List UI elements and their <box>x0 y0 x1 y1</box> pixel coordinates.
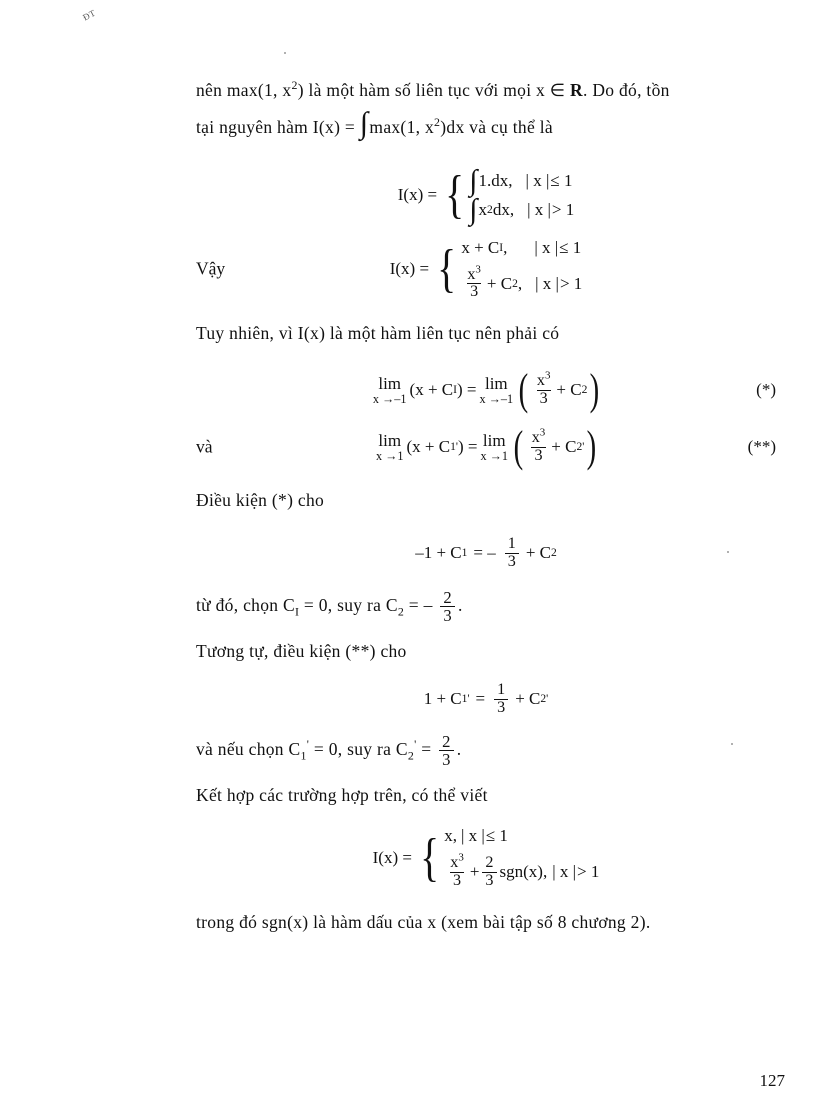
eq6-den: 3 <box>494 699 508 717</box>
page-content <box>196 74 776 943</box>
eq7-case1-cond-abs: | x | <box>461 825 485 845</box>
paren-close-icon: ) <box>589 364 600 414</box>
brace-icon: { <box>437 240 457 299</box>
paragraph-5 <box>196 589 776 625</box>
eq3-body1-rest: ) = <box>456 380 477 400</box>
eq7-case2-plus: + <box>469 862 480 882</box>
eq7-case-2 <box>444 851 600 890</box>
eq3-lim1-top: lim <box>378 373 402 393</box>
paragraph-4: Điều kiện (*) cho <box>196 490 325 511</box>
eq3-den: 3 <box>537 390 551 408</box>
p1-part-b: ) là một hàm số liên tục với mọi x ∈ <box>297 80 571 100</box>
eq3-lim2-top: lim <box>484 373 508 393</box>
p7-prime-1: ' <box>306 736 310 751</box>
paragraph-2 <box>196 106 776 144</box>
integral-icon: ∫ <box>359 106 369 141</box>
equation-1 <box>196 163 776 226</box>
eq3-tag: (*) <box>756 380 776 400</box>
paragraph-9: trong đó sgn(x) là hàm dấu của x (xem bài tập số 8 chương 2). <box>196 911 651 932</box>
eq4-tail: + C <box>551 437 577 457</box>
eq2-case2-rest-tail: , <box>517 273 523 293</box>
eq7-case2-cond-rel: > 1 <box>577 862 600 882</box>
integral-icon: ∫ <box>469 192 478 226</box>
p5-fraction: $\frac{2}{3}$ <box>440 589 455 625</box>
p5-part-c: = – <box>404 594 438 615</box>
paragraph-7 <box>196 733 776 769</box>
eq4-label: và <box>196 436 213 457</box>
paren-open-icon: ( <box>513 421 524 471</box>
p2-part-c: )dx và cụ thể là <box>440 117 553 138</box>
eq2-cases <box>461 238 582 302</box>
eq4-den: 3 <box>531 447 545 465</box>
eq1-case2-var: x <box>478 199 488 219</box>
eq4-lim1-top: lim <box>378 430 402 450</box>
eq7-cases <box>444 826 599 890</box>
p7-part-d: . <box>456 738 462 759</box>
eq1-case1-cond-rel: ≤ 1 <box>550 170 573 190</box>
eq3-lim1-bot: x →–1 <box>372 391 407 406</box>
p2-exponent: 2 <box>434 115 441 130</box>
eq3-fraction <box>534 369 554 408</box>
eq4-body-1: (x + C <box>406 437 451 457</box>
p5-part-d: . <box>457 594 463 615</box>
eq4-tag: (**) <box>747 437 776 457</box>
corner-stamp-text: ĐT <box>81 7 98 23</box>
scan-artifact-dot <box>284 52 286 54</box>
integral-icon: ∫ <box>469 163 478 197</box>
paragraph-1 <box>196 74 776 107</box>
eq6-rhs: + C <box>515 689 541 709</box>
eq7-case2-den2: 3 <box>482 872 496 890</box>
eq1-case1-body: 1.dx, <box>478 170 513 190</box>
eq4-limit-2 <box>480 432 508 463</box>
eq7-case2-num2: 2 <box>485 853 494 871</box>
paragraph-8: Kết hợp các trường hợp trên, có thể viết <box>196 784 488 805</box>
eq2-label: Vậy <box>196 258 226 279</box>
eq7-case2-fraction-1 <box>447 851 467 890</box>
eq1-lhs: I(x) = <box>397 185 438 204</box>
eq3-num: $x^3$ <box>536 369 551 389</box>
p7-fraction: $\frac{2}{3}$ <box>439 733 454 769</box>
eq2-case1-cond-abs: | x | <box>534 237 559 257</box>
p7-part-b: = 0, suy ra C <box>309 738 408 759</box>
p1-part-a: nên max(1, x <box>196 80 292 100</box>
eq5-rhs: + C <box>525 543 552 563</box>
eq4-limit-1 <box>376 432 404 463</box>
eq7-case2-den1: 3 <box>450 872 464 890</box>
eq1-case-1 <box>469 163 574 197</box>
equation-6: 1 + C 1 ' = $\frac{1}{3}$ + C 2 ' <box>423 680 549 716</box>
eq2-case2-den: 3 <box>467 283 481 301</box>
p7-sub-1: 1 <box>300 748 307 763</box>
eq4-lim1-bot: x →1 <box>375 448 404 463</box>
p5-sub-2: 2 <box>397 604 405 619</box>
equation-3: lim x →–1 (x + C I ) = lim x →–1 ( $\frac{x^3}{3}$ + C 2 ) (*) <box>372 364 776 414</box>
eq5-fraction <box>505 536 519 571</box>
eq7-lhs: I(x) = <box>372 847 412 867</box>
p5-part-a: từ đó, chọn C <box>196 594 295 615</box>
eq4-lim2-top: lim <box>482 430 506 450</box>
eq2-case2-num: $x^3$ <box>467 263 481 283</box>
eq1-case2-cond-abs: | x | <box>527 199 551 219</box>
eq6-num: 1 <box>497 680 506 698</box>
eq6-equals: = <box>475 689 486 709</box>
p1-part-c: . Do đó, tồn <box>582 80 670 100</box>
eq5-lhs: –1 + C <box>415 543 462 563</box>
eq7-case2-cond-abs: | x | <box>552 862 577 882</box>
eq2-case1-body: x + C <box>461 237 500 257</box>
p5-sub-1: I <box>294 604 300 619</box>
eq2-case2-fraction <box>464 263 484 302</box>
equation-4: và lim x →1 (x + C 1 ' ) = lim x →1 ( $\frac{x^3}{3}$ + C 2 ' ) (**) <box>196 421 776 471</box>
eq1-case1-cond-abs: | x | <box>525 170 550 190</box>
eq4-lim2-bot: x →1 <box>480 448 508 463</box>
eq4-num: $x^3$ <box>531 426 546 446</box>
eq1-case2-rest: dx, <box>492 199 515 219</box>
paren-close-icon: ) <box>586 421 597 471</box>
brace-icon: { <box>420 828 440 887</box>
eq2-case2-rest: + C <box>486 273 513 293</box>
eq3-tail: + C <box>556 380 582 400</box>
eq5-equals: = – <box>473 543 496 563</box>
p7-prime-2: ' <box>414 736 417 751</box>
paragraph-6: Tương tự, điều kiện (**) cho <box>196 640 407 661</box>
p7-part-a: và nếu chọn C <box>196 738 301 759</box>
equation-2 <box>196 238 776 302</box>
eq4-fraction <box>529 426 549 465</box>
eq3-limit-2 <box>479 375 513 406</box>
eq7-case2-fraction-2 <box>482 855 496 890</box>
equation-5: –1 + C 1 = – $\frac{1}{3}$ + C 2 <box>415 534 557 570</box>
eq7-case2-num1: $x^3$ <box>450 851 464 871</box>
eq7-case-1 <box>444 826 599 846</box>
eq4-body1-rest: ) = <box>457 437 478 457</box>
eq2-case1-tail: , <box>503 237 508 257</box>
eq3-lim2-bot: x →–1 <box>479 391 514 406</box>
eq1-cases <box>469 163 575 226</box>
eq6-lhs: 1 + C <box>423 689 462 709</box>
p1-bold-R: R <box>570 80 583 100</box>
eq5-num: 1 <box>507 534 516 552</box>
equation-7 <box>196 826 776 890</box>
paren-open-icon: ( <box>518 364 529 414</box>
eq1-case-2: ∫ x 2 dx, | x | > 1 <box>469 192 575 226</box>
eq2-case-1: x + C I , | x | ≤ 1 <box>461 237 582 257</box>
eq2-case-2: $\frac{x^3}{3}$ + C 2 , | x | > 1 <box>461 267 582 302</box>
p7-sub-2: 2 <box>407 748 415 763</box>
corner-stamp <box>82 0 137 41</box>
eq7-case1-cond-rel: ≤ 1 <box>485 825 508 845</box>
p7-part-c: = <box>416 738 437 759</box>
eq6-fraction <box>494 682 508 717</box>
p2-part-b: max(1, x <box>369 117 435 138</box>
page-number: 127 <box>759 1071 785 1090</box>
eq7-case1-body: x, <box>444 825 458 845</box>
brace-icon: { <box>445 165 465 224</box>
eq3-limit-1 <box>373 375 407 406</box>
eq2-case2-cond-abs: | x | <box>535 273 559 293</box>
p1-exponent: 2 <box>291 78 298 93</box>
eq2-case2-cond-rel: > 1 <box>559 273 583 293</box>
eq2-case1-cond-rel: ≤ 1 <box>559 237 582 257</box>
eq2-lhs: I(x) = <box>389 259 430 279</box>
eq7-case2-fn: sgn(x), <box>499 862 548 882</box>
p5-part-b: = 0, suy ra C <box>299 594 398 615</box>
p2-part-a: tại nguyên hàm I(x) = <box>196 117 360 138</box>
eq1-case2-cond-rel: > 1 <box>551 199 575 219</box>
eq5-den: 3 <box>505 553 519 571</box>
eq3-body-1: (x + C <box>409 380 454 400</box>
paragraph-3: Tuy nhiên, vì I(x) là một hàm liên tục nên phải có <box>196 323 560 344</box>
